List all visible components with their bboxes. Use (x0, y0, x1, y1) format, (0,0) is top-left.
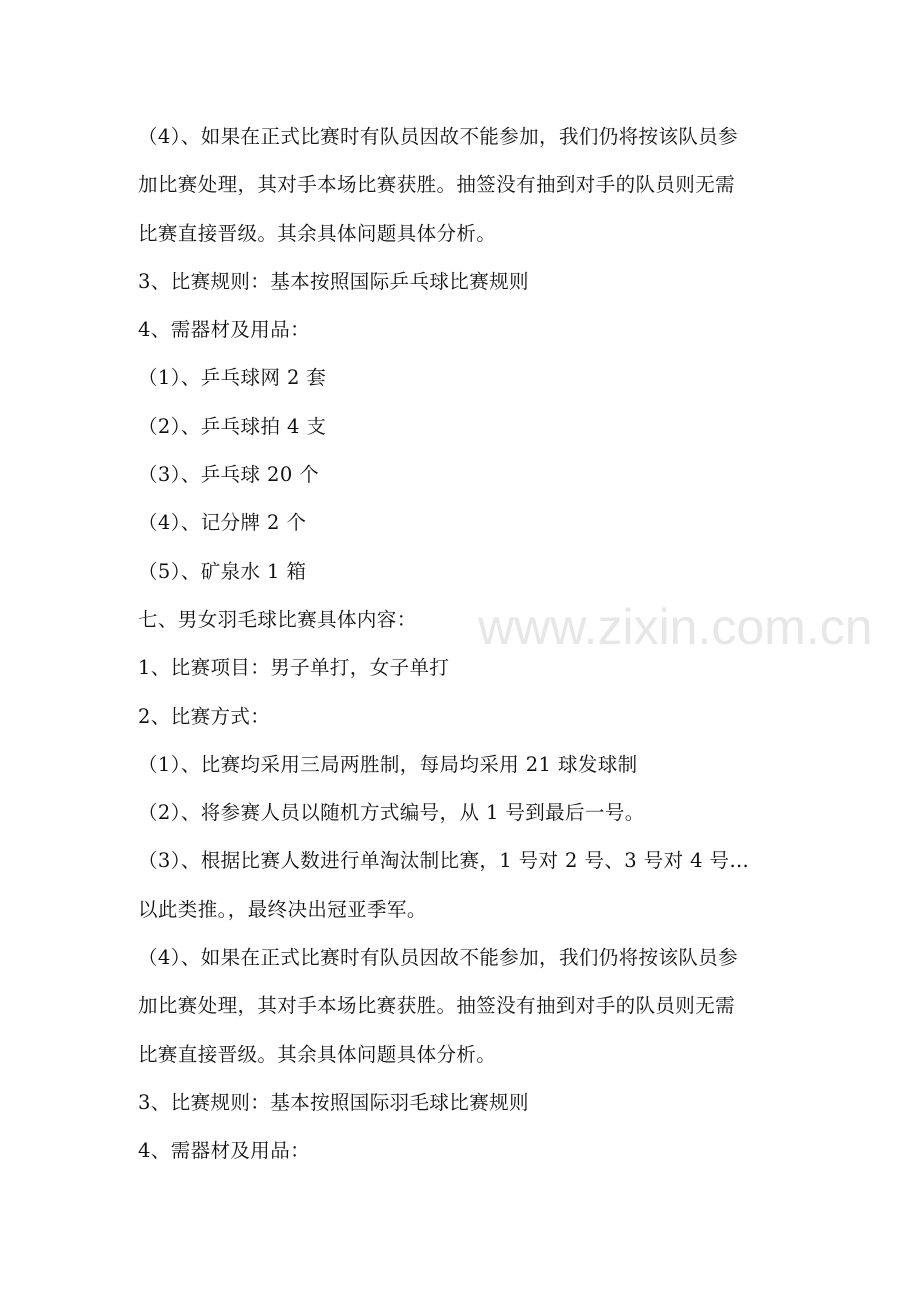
paragraph-line: 以此类推。，最终决出冠亚季军。 (138, 897, 427, 921)
list-item: （4）、如果在正式比赛时有队员因故不能参加，我们仍将按该队员参 (138, 946, 739, 970)
list-item: （5）、矿泉水 1 箱 (138, 559, 307, 583)
paragraph-line: 3、比赛规则：基本按照国际乒乓球比赛规则 (138, 269, 529, 293)
paragraph-line: 比赛直接晋级。其余具体问题具体分析。 (138, 221, 497, 245)
list-item: （2）、乒乓球拍 4 支 (138, 414, 327, 438)
paragraph-line: 加比赛处理，其对手本场比赛获胜。抽签没有抽到对手的队员则无需 (138, 173, 736, 197)
section-heading: 七、男女羽毛球比赛具体内容： (138, 607, 417, 631)
list-item: （2）、将参赛人员以随机方式编号，从 1 号到最后一号。 (138, 801, 645, 825)
list-item: （3）、乒乓球 20 个 (138, 463, 320, 487)
watermark: www.zixin.com.cn (478, 599, 873, 655)
section-heading: 4、需器材及用品： (138, 318, 311, 342)
paragraph-line: （4）、如果在正式比赛时有队员因故不能参加，我们仍将按该队员参 (138, 125, 739, 148)
paragraph-line: 1、比赛项目：男子单打，女子单打 (138, 656, 450, 680)
section-heading: 2、比赛方式： (138, 704, 271, 728)
list-item: （3）、根据比赛人数进行单淘汰制比赛，1 号对 2 号、3 号对 4 号… (138, 849, 750, 873)
list-item: （4）、记分牌 2 个 (138, 511, 307, 535)
paragraph-line: 比赛直接晋级。其余具体问题具体分析。 (138, 1042, 497, 1066)
list-item: （1）、乒乓球网 2 套 (138, 366, 327, 390)
paragraph-line: 3、比赛规则：基本按照国际羽毛球比赛规则 (138, 1090, 529, 1114)
section-heading: 4、需器材及用品： (138, 1139, 311, 1163)
paragraph-line: 加比赛处理，其对手本场比赛获胜。抽签没有抽到对手的队员则无需 (138, 994, 736, 1018)
list-item: （1）、比赛均采用三局两胜制，每局均采用 21 球发球制 (138, 752, 638, 776)
